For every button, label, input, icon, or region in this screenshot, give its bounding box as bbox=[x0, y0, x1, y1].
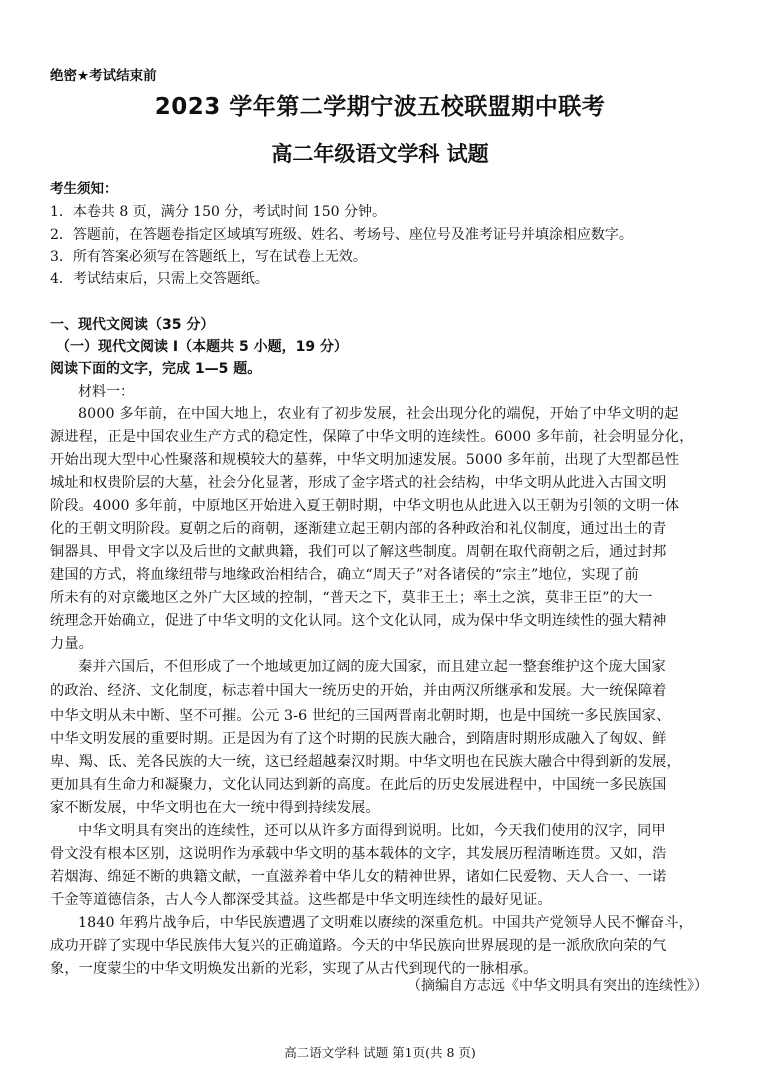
text-line: 铜器具、甲骨文字以及后世的文献典籍，我们可以了解这些制度。周朝在取代商朝之后，通过封邦 bbox=[50, 544, 667, 560]
text-line: 开始出现大型中心性聚落和规模较大的墓葬，中华文明加速发展。5000 多年前，出现了大型都邑性 bbox=[50, 452, 680, 468]
text-line: 中华文明从未中断、坚不可摧。公元 3-6 世纪的三国两晋南北朝时期，也是中国统一多民族国家、 bbox=[50, 708, 671, 724]
notice-item: 2．答题前，在答题卷指定区域填写班级、姓名、考场号、座位号及准考证号并填涂相应数字。 bbox=[50, 227, 633, 243]
text-line: 统理念开始确立，促进了中华文明的文化认同。这个文化认同，成为保中华文明连续性的强大精神 bbox=[50, 613, 667, 629]
text-line: 骨文没有根本区别，这说明作为承载中华文明的基本载体的文字，其发展历程清晰连贯。又如，浩 bbox=[50, 846, 667, 862]
exam-subtitle: 高二年级语文学科 试题 bbox=[271, 142, 489, 166]
notice-item: 1．本卷共 8 页，满分 150 分，考试时间 150 分钟。 bbox=[50, 204, 386, 220]
text-line: 8000 多年前，在中国大地上，农业有了初步发展，社会出现分化的端倪，开始了中华文明的起 bbox=[78, 406, 679, 422]
text-line: 卑、羯、氐、羌各民族的大一统，这已经超越秦汉时期。中华文明也在民族大融合中得到新的发展， bbox=[50, 754, 681, 770]
text-line: 中华文明发展的重要时期。正是因为有了这个时期的民族大融合，到隋唐时期形成融入了匈奴、鲜 bbox=[50, 731, 667, 747]
text-line: 阶段。4000 多年前，中原地区开始进入夏王朝时期，中华文明也从此进入以王朝为引领的文明一体 bbox=[50, 498, 680, 514]
text-line: 力量。 bbox=[50, 636, 94, 652]
text-line: 1840 年鸦片战争后，中华民族遭遇了文明难以赓续的深重危机。中国共产党领导人民不懈奋斗， bbox=[78, 915, 693, 931]
text-line: 千金等道德信条，古人今人都深受其益。这些都是中华文明连续性的最好见证。 bbox=[50, 892, 552, 908]
source-credit: （摘编自方志远《中华文明具有突出的连续性》） bbox=[407, 978, 708, 994]
exam-title: 2023 学年第二学期宁波五校联盟期中联考 bbox=[154, 94, 606, 120]
text-line: 化的王朝文明阶段。夏朝之后的商朝，逐渐建立起王朝内部的各种政治和礼仪制度，通过出土的青 bbox=[50, 521, 667, 537]
part-title: 一、现代文阅读（35 分） bbox=[50, 317, 215, 333]
confidential-label: 绝密★考试结束前 bbox=[50, 68, 157, 84]
text-line: 城址和权贵阶层的大墓，社会分化显著，形成了金字塔式的社会结构，中华文明从此进入古国文明 bbox=[50, 475, 667, 491]
text-line: 中华文明具有突出的连续性，还可以从许多方面得到说明。比如，今天我们使用的汉字，同甲 bbox=[78, 823, 666, 839]
text-line: 成功开辟了实现中华民族伟大复兴的正确道路。今天的中华民族向世界展现的是一派欣欣向荣的气 bbox=[50, 938, 667, 954]
notice-item: 4．考试结束后，只需上交答题纸。 bbox=[50, 271, 269, 287]
page-footer: 高二语文学科 试题 第1页(共 8 页) bbox=[284, 1045, 476, 1060]
text-line: 源进程，正是中国农业生产方式的稳定性，保障了中华文明的连续性。6000 多年前，社会明显分化， bbox=[50, 429, 694, 445]
notice-heading: 考生须知： bbox=[50, 181, 118, 197]
text-line: 更加具有生命力和凝聚力，文化认同达到新的高度。在此后的历史发展进程中，中国统一多民族国 bbox=[50, 777, 667, 793]
text-line: 秦并六国后，不但形成了一个地域更加辽阔的庞大国家，而且建立起一整套维护这个庞大国家 bbox=[78, 659, 666, 675]
text-line: 所未有的对京畿地区之外广大区域的控制，“普天之下，莫非王土；率土之滨，莫非王臣”的大一 bbox=[50, 590, 653, 606]
text-line: 的政治、经济、文化制度，标志着中国大一统历史的开始，并由两汉所继承和发展。大一统保障着 bbox=[50, 683, 667, 699]
text-line: 家不断发展，中华文明也在大一统中得到持续发展。 bbox=[50, 800, 380, 816]
sub-section-title: （一）现代文阅读 I（本题共 5 小题，19 分） bbox=[56, 339, 348, 355]
material-label: 材料一： bbox=[78, 384, 134, 400]
text-line: 象，一度蒙尘的中华文明焕发出新的光彩，实现了从古代到现代的一脉相承。 bbox=[50, 961, 538, 977]
text-line: 若烟海、绵延不断的典籍文献，一直滋养着中华儿女的精神世界，诸如仁民爱物、天人合一、一诺 bbox=[50, 869, 667, 885]
reading-instruction: 阅读下面的文字，完成 1—5 题。 bbox=[50, 361, 262, 377]
text-line: 建国的方式，将血缘纽带与地缘政治相结合，确立“周天子”对各诸侯的“宗主”地位，实现了前 bbox=[50, 567, 639, 583]
notice-item: 3．所有答案必须写在答题纸上，写在试卷上无效。 bbox=[50, 249, 367, 265]
